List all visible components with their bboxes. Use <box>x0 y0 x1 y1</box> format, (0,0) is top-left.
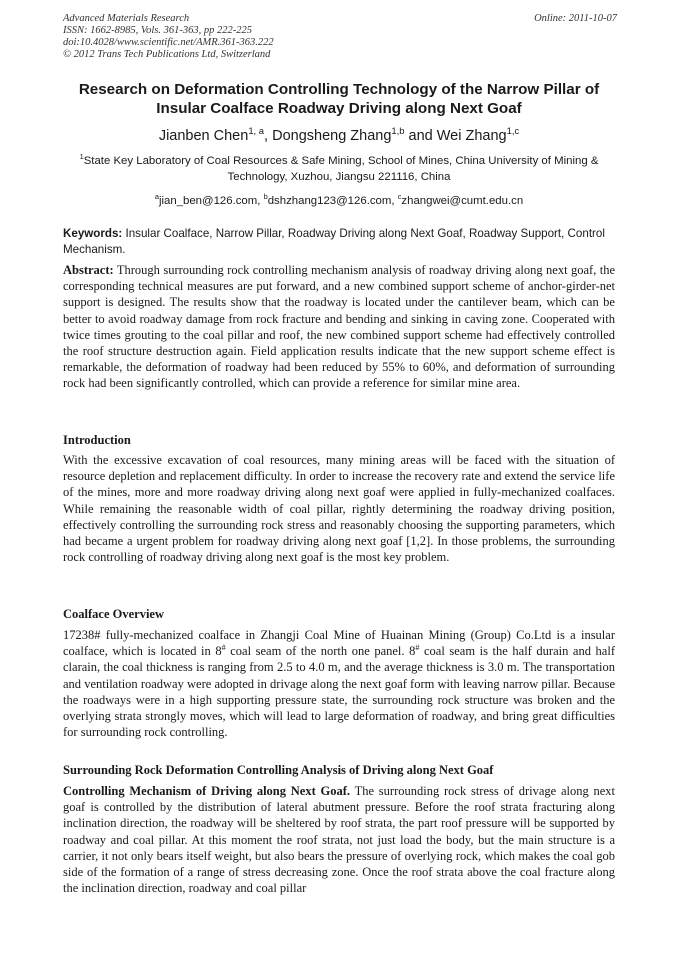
author-name: Wei Zhang <box>436 128 507 144</box>
section-heading-analysis: Surrounding Rock Deformation Controlling Analysis of Driving along Next Goaf <box>63 763 494 777</box>
email-address: jian_ben@126.com, <box>158 195 264 207</box>
keywords <box>63 226 615 258</box>
author-affiliation-mark: 1,c <box>506 125 520 137</box>
author-name: Jianben Chen <box>158 128 249 144</box>
analysis-paragraph <box>63 783 615 896</box>
copyright-line: © 2012 Trans Tech Publications Ltd, Switzerland <box>63 49 271 60</box>
paper-title: Research on Deformation Controlling Technology of the Narrow Pillar of Insular Coalface Roadway Driving along Next Goaf <box>78 81 600 117</box>
seam-mark: # <box>415 643 420 653</box>
abstract <box>63 262 615 392</box>
email-address: zhangwei@cumt.edu.cn <box>401 195 524 207</box>
journal-header <box>63 13 617 61</box>
author-separator: , <box>264 128 273 144</box>
author-list <box>60 127 618 145</box>
online-date: Online: 2011-10-07 <box>534 13 617 24</box>
email-mark: c <box>397 192 402 202</box>
seam-mark: # <box>221 643 226 653</box>
doi-line: doi:10.4028/www.scientific.net/AMR.361-363.222 <box>63 37 274 48</box>
author-name: Dongsheng Zhang <box>272 128 392 144</box>
section-heading-introduction: Introduction <box>63 433 131 447</box>
keywords-label: Keywords: <box>63 227 123 240</box>
journal-name: Advanced Materials Research <box>63 13 190 24</box>
keywords-text: Insular Coalface, Narrow Pillar, Roadway Driving along Next Goaf, Roadway Support, Control Mechanism. <box>63 227 605 256</box>
introduction-paragraph: With the excessive excavation of coal resources, many mining areas will be faced with the situation of resource depletion and replacement difficulty. In order to increase the recovery rate and extend the service life of the mines, more and more roadway driving along next goaf were applied in fully-mechanized coalfaces. While remaining the reasonable width of coal pillar, rightly determining the roadway driving position, effectively controlling the surrounding rock stress and reasonably choosing the supporting parameters, which had became a urgent problem for roadway driving along next goaf [1,2]. In those problems, the surrounding rock controlling of roadway driving along next goaf is the most key problem. <box>63 453 615 565</box>
email-mark: a <box>154 192 159 202</box>
issn-line: ISSN: 1662-8985, Vols. 361-363, pp 222-225 <box>63 25 252 36</box>
analysis-text: The surrounding rock stress of drivage along next goaf is controlled by the distribution of lateral abutment pressure. Before the roof strata fracturing along inclination direction, the roadway will be sheltered by roof strata, the part roof pressure will be supported by roadway and coal pillar. At this moment the roof strata, not just load the body, but the main structure is a carrier, it not only bears itself weight, but also bears the pressure of overlying rock, which makes the coal gob side of the formation of a range of stress decreasing zone. Once the roof strata above the coal fracture along the inclination direction, roadway and coal pillar <box>63 784 615 896</box>
author-affiliation-mark: 1, a <box>248 125 265 137</box>
section-heading-coalface-overview: Coalface Overview <box>63 607 165 621</box>
author-emails <box>62 193 616 209</box>
affiliation-mark: 1 <box>79 152 84 162</box>
coalface-text: 17238# fully-mechanized coalface in Zhangji Coal Mine of Huainan Mining (Group) Co.Ltd is a insular coalface, which is located in 8 <box>63 628 615 659</box>
email-mark: b <box>263 192 268 202</box>
coalface-paragraph <box>63 627 615 740</box>
abstract-text: Through surrounding rock controlling mechanism analysis of roadway driving along next goaf, the corresponding technical measures are put forward, and a new combined support scheme of anchor-girder-net support is designed. The results show that the roadway is located under the cantilever beam, which can be better to avoid roadway damage from rock fracture and bending and sinking in caving zone. Cooperated with twice times grouting to the coal pillar and roof, the new combined support scheme had effectively controlled the roof structure destruction again. Field application results indicate that the new support scheme effect is remarkable, the deformation of roadway had been reduced by 55% to 60%, and deformation of surrounding rock had been significantly controlled, which can provide a reference for similar mine area. <box>63 263 615 391</box>
coalface-text: coal seam of the north one panel. 8 <box>225 644 416 659</box>
subsection-lead: Controlling Mechanism of Driving along Next Goaf. <box>63 784 351 798</box>
affiliation <box>62 153 616 185</box>
email-address: dshzhang123@126.com, <box>267 195 398 207</box>
abstract-label: Abstract: <box>63 263 114 277</box>
coalface-text: coal seam is the half durain and half clarain, the coal thickness is ranging from 2.5 to 4.0 m, and the average thickness is 3.0 m. The transportation and ventilation roadway were adopted in drivage along the next goaf form with leaving narrow pillar. Because the roadways were in a high supporting pressure state, the surrounding rock structure was broken and the overlying strata strongly moves, which will lead to large deformation of roadway, and bring great difficulties for surrounding rock controlling. <box>63 644 615 740</box>
affiliation-text: State Key Laboratory of Coal Resources & Safe Mining, School of Mines, China University of Mining & Technology, Xuzhou, Jiangsu 221116, China <box>83 155 599 183</box>
author-affiliation-mark: 1,b <box>391 125 405 137</box>
author-separator: and <box>404 128 437 144</box>
